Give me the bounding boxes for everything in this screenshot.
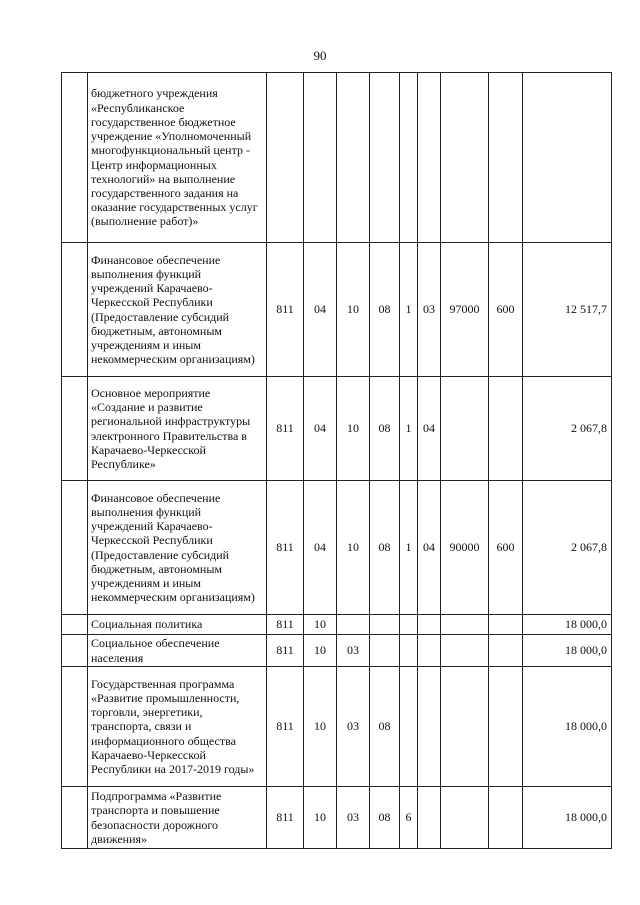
event-cell: 03 <box>418 243 441 377</box>
subsection-cell: 03 <box>337 667 370 787</box>
item-name-cell: Социальное обеспечение населения <box>88 635 267 667</box>
subsection-cell: 10 <box>337 481 370 615</box>
table-row <box>62 377 612 481</box>
subprogram-cell <box>400 635 418 667</box>
subprogram-cell <box>400 73 418 243</box>
item-name-cell: бюджетного учреждения «Республиканское государственное бюджетное учреждение «Уполномоченный многофункциональный центр - Центр информационных технологий» на выполнение государственного задания на оказание государственных услуг (выполнение работ)» <box>88 73 267 243</box>
program-cell: 08 <box>370 481 400 615</box>
table-row <box>62 243 612 377</box>
subprogram-cell: 6 <box>400 787 418 849</box>
amount-cell <box>523 73 612 243</box>
section-cell: 10 <box>304 667 337 787</box>
table-row <box>62 667 612 787</box>
ministry-code-cell: 811 <box>267 377 304 481</box>
amount-cell: 18 000,0 <box>523 787 612 849</box>
subprogram-cell: 1 <box>400 243 418 377</box>
program-cell <box>370 73 400 243</box>
amount-cell: 2 067,8 <box>523 377 612 481</box>
index-cell <box>62 787 88 849</box>
table-row <box>62 635 612 667</box>
section-cell: 10 <box>304 787 337 849</box>
expense-type-cell <box>489 787 523 849</box>
section-cell: 04 <box>304 481 337 615</box>
subsection-cell: 10 <box>337 243 370 377</box>
ministry-code-cell <box>267 73 304 243</box>
subsection-cell: 03 <box>337 787 370 849</box>
amount-cell: 18 000,0 <box>523 635 612 667</box>
direction-cell <box>441 73 489 243</box>
subprogram-cell <box>400 615 418 635</box>
program-cell <box>370 635 400 667</box>
item-name-cell: Финансовое обеспечение выполнения функций учреждений Карачаево-Черкесской Республики (Предоставление субсидий бюджетным, автономным учреждениям и иным некоммерческим организациям) <box>88 481 267 615</box>
table-row <box>62 481 612 615</box>
event-cell <box>418 635 441 667</box>
amount-cell: 12 517,7 <box>523 243 612 377</box>
program-cell: 08 <box>370 787 400 849</box>
direction-cell: 97000 <box>441 243 489 377</box>
index-cell <box>62 243 88 377</box>
subsection-cell: 03 <box>337 635 370 667</box>
expense-type-cell: 600 <box>489 243 523 377</box>
item-name-cell: Финансовое обеспечение выполнения функций учреждений Карачаево-Черкесской Республики (Предоставление субсидий бюджетным, автономным учреждениям и иным некоммерческим организациям) <box>88 243 267 377</box>
item-name-cell: Основное мероприятие «Создание и развитие региональной инфраструктуры электронного Правительства в Карачаево-Черкесской Республике» <box>88 377 267 481</box>
program-cell: 08 <box>370 243 400 377</box>
section-cell: 10 <box>304 635 337 667</box>
ministry-code-cell: 811 <box>267 635 304 667</box>
index-cell <box>62 635 88 667</box>
section-cell: 10 <box>304 615 337 635</box>
expense-type-cell: 600 <box>489 481 523 615</box>
page-number: 90 <box>313 48 327 63</box>
ministry-code-cell: 811 <box>267 481 304 615</box>
event-cell <box>418 667 441 787</box>
subsection-cell <box>337 73 370 243</box>
event-cell <box>418 73 441 243</box>
direction-cell <box>441 667 489 787</box>
item-name-cell: Государственная программа «Развитие промышленности, торговли, энергетики, транспорта, связи и информационного общества Карачаево-Черкесской Республики на 2017-2019 годы» <box>88 667 267 787</box>
subprogram-cell: 1 <box>400 481 418 615</box>
section-cell: 04 <box>304 243 337 377</box>
event-cell <box>418 615 441 635</box>
section-cell <box>304 73 337 243</box>
budget-table <box>61 72 612 849</box>
amount-cell: 18 000,0 <box>523 615 612 635</box>
expense-type-cell <box>489 377 523 481</box>
subprogram-cell: 1 <box>400 377 418 481</box>
table-row <box>62 73 612 243</box>
event-cell <box>418 787 441 849</box>
index-cell <box>62 377 88 481</box>
expense-type-cell <box>489 667 523 787</box>
subsection-cell: 10 <box>337 377 370 481</box>
event-cell: 04 <box>418 377 441 481</box>
index-cell <box>62 615 88 635</box>
direction-cell <box>441 615 489 635</box>
index-cell <box>62 481 88 615</box>
amount-cell: 18 000,0 <box>523 667 612 787</box>
direction-cell <box>441 787 489 849</box>
ministry-code-cell: 811 <box>267 667 304 787</box>
expense-type-cell <box>489 73 523 243</box>
expense-type-cell <box>489 615 523 635</box>
event-cell: 04 <box>418 481 441 615</box>
amount-cell: 2 067,8 <box>523 481 612 615</box>
item-name-cell: Социальная политика <box>88 615 267 635</box>
program-cell <box>370 615 400 635</box>
index-cell <box>62 667 88 787</box>
ministry-code-cell: 811 <box>267 243 304 377</box>
ministry-code-cell: 811 <box>267 787 304 849</box>
expense-type-cell <box>489 635 523 667</box>
direction-cell <box>441 635 489 667</box>
table-row <box>62 615 612 635</box>
table-row <box>62 787 612 849</box>
direction-cell: 90000 <box>441 481 489 615</box>
ministry-code-cell: 811 <box>267 615 304 635</box>
subsection-cell <box>337 615 370 635</box>
item-name-cell: Подпрограмма «Развитие транспорта и повышение безопасности дорожного движения» <box>88 787 267 849</box>
index-cell <box>62 73 88 243</box>
program-cell: 08 <box>370 377 400 481</box>
direction-cell <box>441 377 489 481</box>
program-cell: 08 <box>370 667 400 787</box>
subprogram-cell <box>400 667 418 787</box>
section-cell: 04 <box>304 377 337 481</box>
